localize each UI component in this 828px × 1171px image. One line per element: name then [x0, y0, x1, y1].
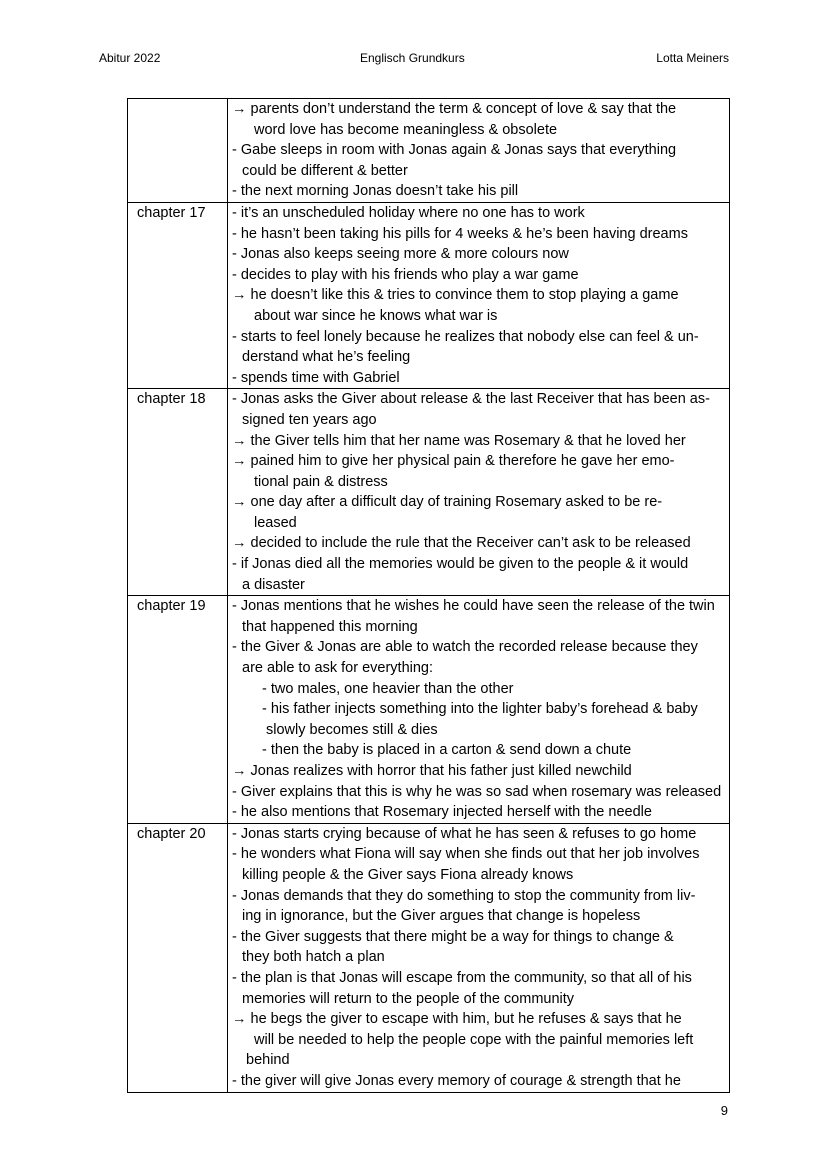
- summary-line: - the next morning Jonas doesn’t take his pill: [232, 183, 519, 200]
- summary-line: ing in ignorance, but the Giver argues that change is hopeless: [242, 908, 641, 925]
- summary-line: - Jonas demands that they do something to stop the community from liv-: [232, 887, 696, 904]
- chapter-label: [128, 99, 228, 203]
- summary-line: - the giver will give Jonas every memory of courage & strength that he: [232, 1072, 681, 1089]
- summary-line: they both hatch a plan: [242, 949, 385, 966]
- summary-line: - spends time with Gabriel: [232, 369, 400, 386]
- chapter-row: [128, 99, 730, 203]
- summary-line: - he hasn’t been taking his pills for 4 weeks & he’s been having dreams: [232, 225, 688, 242]
- summary-line: → decided to include the rule that the Receiver can’t ask to be released: [232, 535, 691, 552]
- summary-line: - he wonders what Fiona will say when she finds out that her job involves: [232, 846, 700, 863]
- summary-line: - two males, one heavier than the other: [262, 680, 514, 697]
- summary-line: - starts to feel lonely because he realizes that nobody else can feel & un-: [232, 328, 699, 345]
- header-left: Abitur 2022: [99, 51, 161, 65]
- summary-line: → one day after a difficult day of training Rosemary asked to be re-: [232, 494, 663, 511]
- summary-line: → Jonas realizes with horror that his father just killed newchild: [232, 763, 632, 779]
- chapter-notes-table: [127, 98, 730, 1093]
- summary-line: → the Giver tells him that her name was Rosemary & that he loved her: [232, 432, 686, 449]
- chapter-label: chapter 20: [128, 823, 228, 1092]
- summary-line: about war since he knows what war is: [254, 307, 498, 324]
- summary-line: could be different & better: [242, 162, 408, 179]
- summary-line: → he begs the giver to escape with him, but he refuses & says that he: [232, 1011, 682, 1028]
- chapter-row: [128, 389, 730, 596]
- summary-line: are able to ask for everything:: [242, 660, 434, 677]
- chapter-row: [128, 823, 730, 1092]
- header-right: Lotta Meiners: [656, 51, 729, 65]
- chapter-row: [128, 596, 730, 824]
- summary-line: - Giver explains that this is why he was so sad when rosemary was released: [232, 783, 722, 800]
- summary-line: - the Giver & Jonas are able to watch the recorded release because they: [232, 639, 698, 656]
- chapter-summary: [228, 99, 730, 203]
- chapter-label: chapter 19: [128, 596, 228, 824]
- summary-line: - Jonas also keeps seeing more & more colours now: [232, 246, 569, 263]
- summary-line: a disaster: [242, 576, 305, 593]
- chapter-label: chapter 18: [128, 389, 228, 596]
- chapter-summary: [228, 389, 730, 596]
- chapter-summary: [228, 202, 730, 388]
- chapter-summary: [228, 596, 730, 824]
- summary-line: - the Giver suggests that there might be a way for things to change &: [232, 928, 674, 945]
- summary-line: - Gabe sleeps in room with Jonas again & Jonas says that everything: [232, 142, 677, 159]
- chapter-notes-body: [128, 99, 730, 1093]
- summary-line: - Jonas starts crying because of what he has seen & refuses to go home: [232, 825, 697, 842]
- summary-line: - it’s an unscheduled holiday where no one has to work: [232, 204, 585, 221]
- summary-line: - the plan is that Jonas will escape from the community, so that all of his: [232, 969, 692, 986]
- summary-line: - Jonas mentions that he wishes he could have seen the release of the twin: [232, 598, 715, 615]
- summary-line: → parents don’t understand the term & concept of love & say that the: [232, 101, 677, 117]
- summary-line: tional pain & distress: [254, 473, 388, 490]
- summary-line: derstand what he’s feeling: [242, 349, 411, 366]
- summary-line: word love has become meaningless & obsolete: [254, 121, 558, 138]
- summary-line: behind: [246, 1052, 290, 1069]
- summary-line: - he also mentions that Rosemary injected herself with the needle: [232, 804, 652, 821]
- chapter-label: chapter 17: [128, 202, 228, 388]
- summary-line: memories will return to the people of the community: [242, 990, 575, 1007]
- summary-line: leased: [254, 514, 297, 531]
- summary-line: - then the baby is placed in a carton & send down a chute: [262, 742, 632, 759]
- summary-line: signed ten years ago: [242, 411, 377, 428]
- summary-line: slowly becomes still & dies: [266, 721, 438, 738]
- page-number: 9: [720, 1103, 728, 1118]
- summary-line: - his father injects something into the lighter baby’s forehead & baby: [262, 701, 698, 718]
- summary-line: - decides to play with his friends who play a war game: [232, 266, 579, 283]
- chapter-summary: [228, 823, 730, 1092]
- chapter-row: [128, 202, 730, 388]
- summary-line: killing people & the Giver says Fiona already knows: [242, 866, 574, 883]
- summary-line: will be needed to help the people cope with the painful memories left: [254, 1031, 694, 1048]
- header-center: Englisch Grundkurs: [360, 51, 465, 65]
- summary-line: → he doesn’t like this & tries to convince them to stop playing a game: [232, 287, 679, 304]
- summary-line: that happened this morning: [242, 618, 418, 635]
- summary-line: → pained him to give her physical pain & therefore he gave her emo-: [232, 453, 675, 470]
- summary-line: - Jonas asks the Giver about release & the last Receiver that has been as-: [232, 391, 710, 408]
- summary-line: - if Jonas died all the memories would be given to the people & it would: [232, 556, 689, 573]
